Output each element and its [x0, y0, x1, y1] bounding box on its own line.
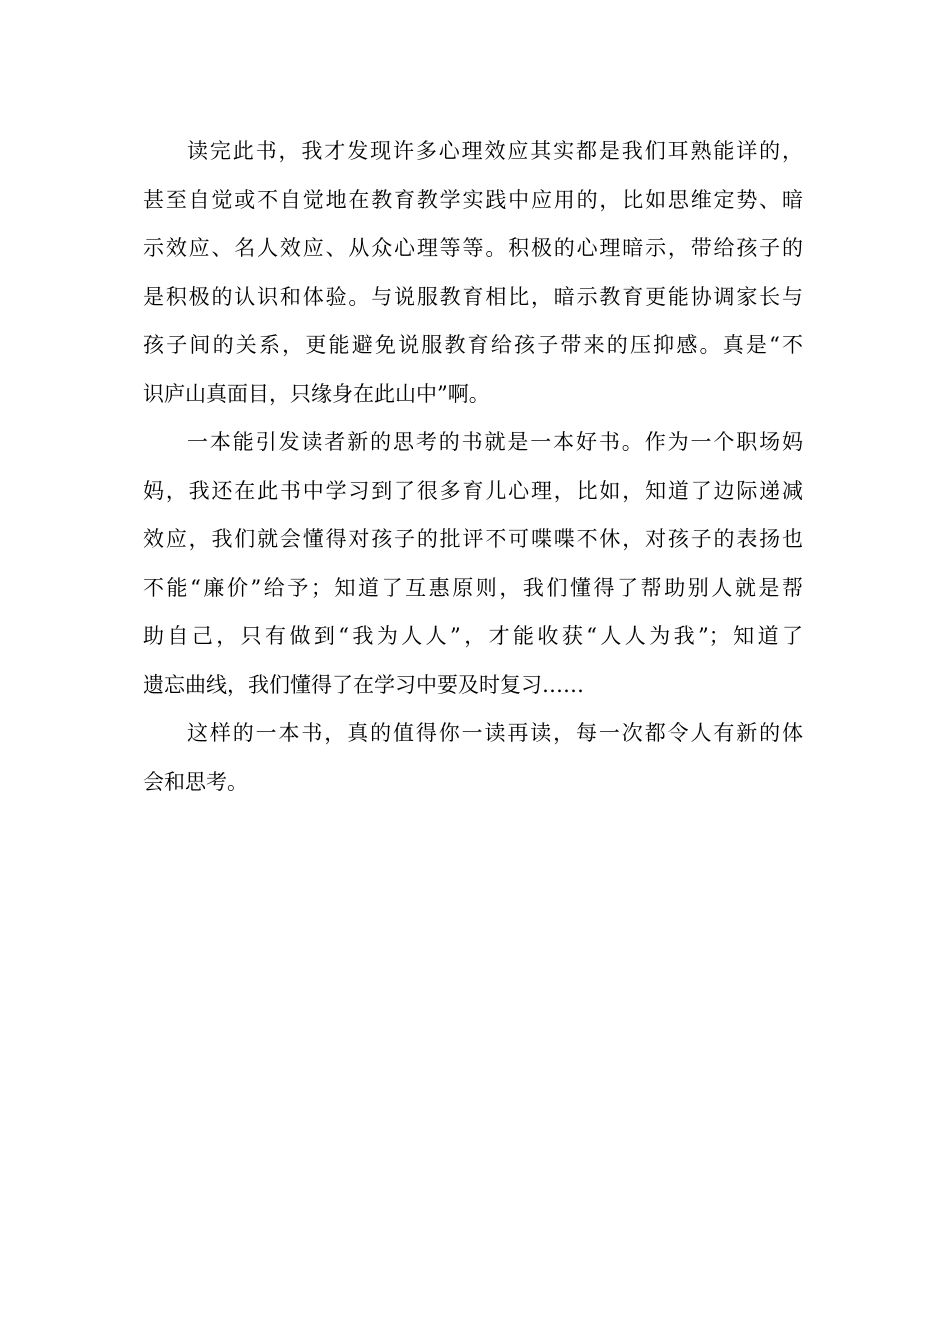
- text-line: 识庐山真面目，只缘身在此山中”啊。: [143, 381, 490, 406]
- text-line: 妈，我还在此书中学习到了很多育儿心理，比如，知道了边际递减: [143, 478, 803, 503]
- text-line: 一本能引发读者新的思考的书就是一本好书。作为一个职场妈: [187, 430, 803, 454]
- paragraph-2: [143, 418, 803, 709]
- document-body: [143, 127, 803, 806]
- text-line: 读完此书，我才发现许多心理效应其实都是我们耳熟能详的，: [187, 139, 803, 163]
- text-line: 甚至自觉或不自觉地在教育教学实践中应用的，比如思维定势、暗: [143, 187, 803, 212]
- text-line: 会和思考。: [143, 769, 248, 794]
- paragraph-3: [143, 709, 803, 806]
- text-line: 遗忘曲线，我们懂得了在学习中要及时复习……: [143, 672, 584, 697]
- text-line: 孩子间的关系，更能避免说服教育给孩子带来的压抑感。真是“不: [143, 333, 803, 357]
- text-line: 助自己，只有做到“我为人人”，才能收获“人人为我”；知道了: [143, 624, 803, 648]
- text-line: 是积极的认识和体验。与说服教育相比，暗示教育更能协调家长与: [143, 284, 803, 309]
- text-line: 这样的一本书，真的值得你一读再读，每一次都令人有新的体: [187, 721, 803, 745]
- text-line: 示效应、名人效应、从众心理等等。积极的心理暗示，带给孩子的: [143, 236, 803, 260]
- text-line: 不能“廉价”给予；知道了互惠原则，我们懂得了帮助别人就是帮: [143, 575, 803, 600]
- text-line: 效应，我们就会懂得对孩子的批评不可喋喋不休，对孩子的表扬也: [143, 527, 803, 551]
- paragraph-1: [143, 127, 803, 418]
